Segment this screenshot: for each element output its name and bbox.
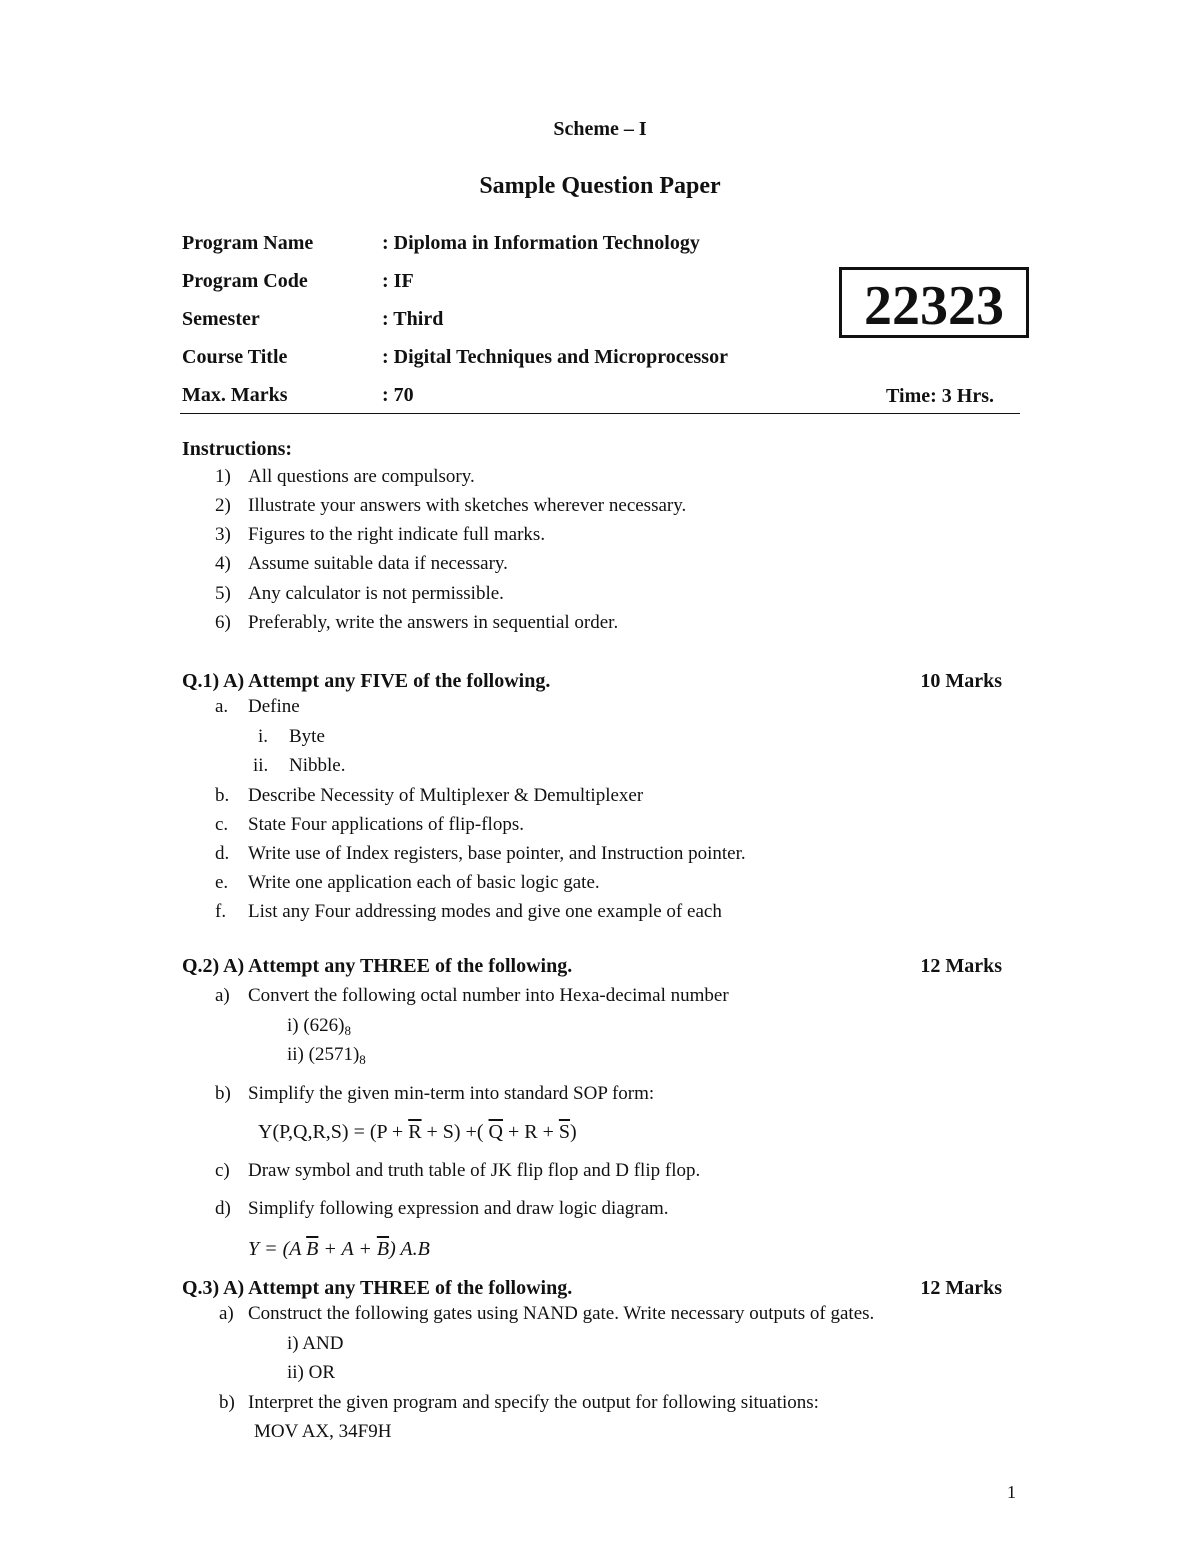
q1-item-number: a. xyxy=(215,696,229,717)
instruction-number: 3) xyxy=(215,524,231,545)
instruction-text: Preferably, write the answers in sequential order. xyxy=(248,612,619,633)
instruction-text: Any calculator is not permissible. xyxy=(248,583,504,604)
q1-item-text: Describe Necessity of Multiplexer & Demultiplexer xyxy=(248,785,644,806)
q2-a-i: i) $(626)_8$ xyxy=(287,1015,352,1038)
program-code-value: : IF xyxy=(382,270,414,292)
q3-a-text: Construct the following gates using NAND gate. Write necessary outputs of gates. xyxy=(248,1303,875,1324)
scheme-label: Scheme – I xyxy=(553,118,647,140)
q3-heading: Q.3) A) Attempt any THREE of the following. xyxy=(182,1277,573,1299)
q1-item-number: f. xyxy=(215,901,227,922)
q3-a-ii: ii) OR xyxy=(287,1362,336,1383)
instruction-text: Illustrate your answers with sketches wherever necessary. xyxy=(248,495,687,516)
q2-d-number: d) xyxy=(215,1198,231,1219)
q2-marks: 12 Marks xyxy=(920,955,1002,977)
q3-a-number: a) xyxy=(219,1303,234,1324)
q2-c-text: Draw symbol and truth table of JK flip flop and D flip flop. xyxy=(248,1160,701,1181)
q2-a-ii: ii) $(2571)_8$ xyxy=(287,1044,366,1067)
code-line: MOV AX, 34F9H xyxy=(254,1421,392,1442)
max-marks-label: Max. Marks xyxy=(182,384,288,406)
instruction-text: All questions are compulsory. xyxy=(248,466,475,487)
q2-b-equation: $Y(P,Q,R,S) = (P + \overline{R} + S)$ +( $\overline{Q} + R + \overline{S}$) xyxy=(258,1121,577,1143)
instruction-text: Assume suitable data if necessary. xyxy=(248,553,508,574)
q3-a-i: i) AND xyxy=(287,1333,344,1354)
instructions-heading: Instructions: xyxy=(182,438,293,460)
max-marks-value: : 70 xyxy=(382,384,414,406)
q1-item-number: d. xyxy=(215,843,230,864)
q1-item-text: Byte xyxy=(289,726,325,747)
header-divider xyxy=(180,413,1020,414)
q2-c-number: c) xyxy=(215,1160,230,1181)
q3-b-number: b) xyxy=(219,1392,235,1413)
instruction-number: 2) xyxy=(215,495,231,516)
q2-b-text: Simplify the given min-term into standard SOP form: xyxy=(248,1083,655,1104)
exam-time: Time: 3 Hrs. xyxy=(886,385,994,407)
q1-item-text: List any Four addressing modes and give one example of each xyxy=(248,901,722,922)
semester-value: : Third xyxy=(382,308,444,330)
q1-marks: 10 Marks xyxy=(920,670,1002,692)
page-title: Sample Question Paper xyxy=(479,173,721,199)
q1-item-number: c. xyxy=(215,814,229,835)
program-name-label: Program Name xyxy=(182,232,314,254)
q1-item-text: Write one application each of basic logic gate. xyxy=(248,872,600,893)
paper-code: 22323 xyxy=(864,275,1004,337)
q2-d-equation: Y = (A $\overline{B} + A + \overline{B}$) A.B xyxy=(248,1238,430,1260)
q3-marks: 12 Marks xyxy=(920,1277,1002,1299)
q3-b-text: Interpret the given program and specify the output for following situations: xyxy=(248,1392,819,1413)
course-title-label: Course Title xyxy=(182,346,288,368)
base-subscript: 8 xyxy=(344,1023,352,1038)
q1-item-text: Define xyxy=(248,696,300,717)
q1-heading: Q.1) A) Attempt any FIVE of the following. xyxy=(182,670,551,692)
instruction-number: 4) xyxy=(215,553,231,574)
page-number: 1 xyxy=(1007,1482,1016,1502)
r-bar: $\overline{R}$ xyxy=(408,1121,422,1143)
q1-item-number: i. xyxy=(258,726,269,747)
q2-heading: Q.2) A) Attempt any THREE of the following. xyxy=(182,955,573,977)
q2-a-text: Convert the following octal number into Hexa-decimal number xyxy=(248,985,729,1006)
q2-a-number: a) xyxy=(215,985,230,1006)
q1-item-text: Write use of Index registers, base pointer, and Instruction pointer. xyxy=(248,843,746,864)
b-bar: $\overline{B}$ xyxy=(306,1238,319,1260)
course-title-value: : Digital Techniques and Microprocessor xyxy=(382,346,728,368)
instruction-number: 5) xyxy=(215,583,231,604)
instruction-text: Figures to the right indicate full marks. xyxy=(248,524,546,545)
program-name-value: : Diploma in Information Technology xyxy=(382,232,700,254)
s-bar: $\overline{S}$ xyxy=(558,1121,571,1143)
instruction-number: 1) xyxy=(215,466,231,487)
q1-item-number: e. xyxy=(215,872,229,893)
instruction-number: 6) xyxy=(215,612,231,633)
q2-d-text: Simplify following expression and draw logic diagram. xyxy=(248,1198,669,1219)
q1-item-text: State Four applications of flip-flops. xyxy=(248,814,524,835)
paper-code-box xyxy=(839,267,1029,338)
q1-item-text: Nibble. xyxy=(289,755,346,776)
program-code-label: Program Code xyxy=(182,270,308,292)
q-bar: $\overline{Q}$ xyxy=(488,1121,503,1143)
q1-item-number: b. xyxy=(215,785,230,806)
q2-b-number: b) xyxy=(215,1083,231,1104)
b-bar: $\overline{B}$ xyxy=(376,1238,390,1260)
semester-label: Semester xyxy=(182,308,260,330)
q1-item-number: ii. xyxy=(253,755,269,776)
base-subscript: 8 xyxy=(359,1052,366,1067)
